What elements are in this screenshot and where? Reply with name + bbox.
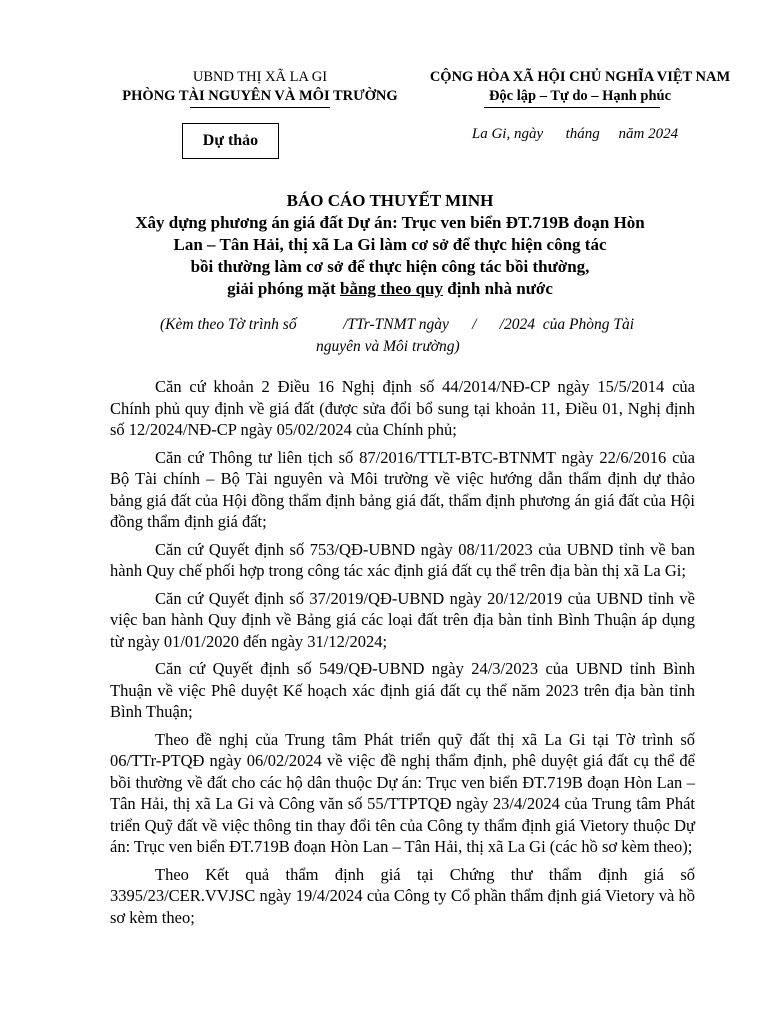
- report-subtitle: [110, 212, 670, 300]
- authority-line-1: UBND THỊ XÃ LA GI: [192, 69, 328, 85]
- document-body: [110, 376, 695, 934]
- attachment-note-line-2: nguyên và Môi trường): [316, 338, 460, 355]
- subtitle-line-3: bồi thường làm cơ sở để thực hiện công tác bồi thường,: [190, 257, 590, 276]
- issuing-authority-header: [110, 68, 410, 106]
- legal-basis-paragraph: Theo Kết quả thẩm định giá tại Chứng thư thẩm định giá số 3395/23/CER.VVJSC ngày 19/4/2024 của Công ty Cổ phần thẩm định giá Vietory và hồ sơ kèm theo;: [110, 864, 695, 927]
- legal-basis-paragraph: Căn cứ Thông tư liên tịch số 87/2016/TTLT-BTC-BTNMT ngày 22/6/2016 của Bộ Tài chính – Bộ Tài nguyên và Môi trường về việc hướng dẫn thẩm định dự thảo bảng giá đất của Hội đồng thẩm định bảng giá đất, thẩm định phương án giá đất của Hội đồng thẩm định giá đất;: [110, 447, 695, 531]
- subtitle-line-1: Xây dựng phương án giá đất Dự án: Trục ven biển ĐT.719B đoạn Hòn: [135, 213, 645, 232]
- subtitle-line-2: Lan – Tân Hải, thị xã La Gi làm cơ sở để thực hiện công tác: [173, 235, 607, 254]
- subtitle-line-4-underlined: bằng theo quy: [340, 279, 443, 298]
- legal-basis-paragraph: Căn cứ khoản 2 Điều 16 Nghị định số 44/2014/NĐ-CP ngày 15/5/2014 của Chính phủ quy định về giá đất (được sửa đổi bổ sung tại khoản 11, Điều 01, Nghị định số 12/2024/NĐ-CP ngày 05/02/2024 của Chính phủ;: [110, 377, 695, 439]
- legal-basis-paragraph: Căn cứ Quyết định số 37/2019/QĐ-UBND ngày 20/12/2019 của UBND tỉnh về việc ban hành Quy định về Bảng giá các loại đất trên địa bàn tỉnh Bình Thuận áp dụng từ ngày 01/01/2020 đến ngày 31/12/2024;: [110, 588, 695, 651]
- national-motto-header: [410, 68, 750, 106]
- attachment-note: [160, 314, 680, 358]
- national-motto: Độc lập – Tự do – Hạnh phúc: [488, 88, 672, 104]
- subtitle-line-4: [110, 278, 670, 300]
- authority-underline: [190, 107, 330, 108]
- national-title: CỘNG HÒA XÃ HỘI CHỦ NGHĨA VIỆT NAM: [429, 69, 731, 85]
- report-title: BÁO CÁO THUYẾT MINH: [286, 191, 494, 210]
- motto-underline: [484, 107, 660, 108]
- legal-basis-paragraph: Căn cứ Quyết định số 753/QĐ-UBND ngày 08/11/2023 của UBND tỉnh về ban hành Quy chế phối hợp trong công tác xác định giá đất cụ thể trên địa bàn thị xã La Gi;: [110, 539, 695, 580]
- subtitle-line-4-c: định nhà nước: [443, 279, 553, 298]
- draft-label-box: [182, 123, 279, 159]
- authority-line-2: PHÒNG TÀI NGUYÊN VÀ MÔI TRƯỜNG: [122, 88, 398, 104]
- attachment-note-line-1: (Kèm theo Tờ trình số /TTr-TNMT ngày / /2024 của Phòng Tài: [160, 316, 635, 333]
- legal-basis-paragraph: Căn cứ Quyết định số 549/QĐ-UBND ngày 24/3/2023 của UBND tỉnh Bình Thuận về việc Phê duyệt Kế hoạch xác định giá đất cụ thể năm 2023 trên địa bàn tỉnh Bình Thuận;: [110, 659, 695, 721]
- place-date-line: La Gi, ngày tháng năm 2024: [471, 126, 679, 142]
- draft-label: Dự thảo: [202, 132, 259, 149]
- subtitle-line-4-a: giải phóng mặt: [227, 279, 341, 298]
- legal-basis-paragraph: Theo đề nghị của Trung tâm Phát triển quỹ đất thị xã La Gi tại Tờ trình số 06/TTr-PTQĐ ngày 06/02/2024 về việc đề nghị thẩm định, phê duyệt giá đất cụ thể để bồi thường về đất cho các hộ dân thuộc Dự án: Trục ven biển ĐT.719B đoạn Hòn Lan – Tân Hải, thị xã La Gi và Công văn số 55/TTPTQĐ ngày 23/4/2024 của Trung tâm Phát triển Quỹ đất về việc thông tin thay đổi tên của Công ty thẩm định giá Vietory thuộc Dự án: Trục ven biển ĐT.719B đoạn Hòn Lan – Tân Hải, thị xã La Gi (các hồ sơ kèm theo);: [110, 729, 695, 856]
